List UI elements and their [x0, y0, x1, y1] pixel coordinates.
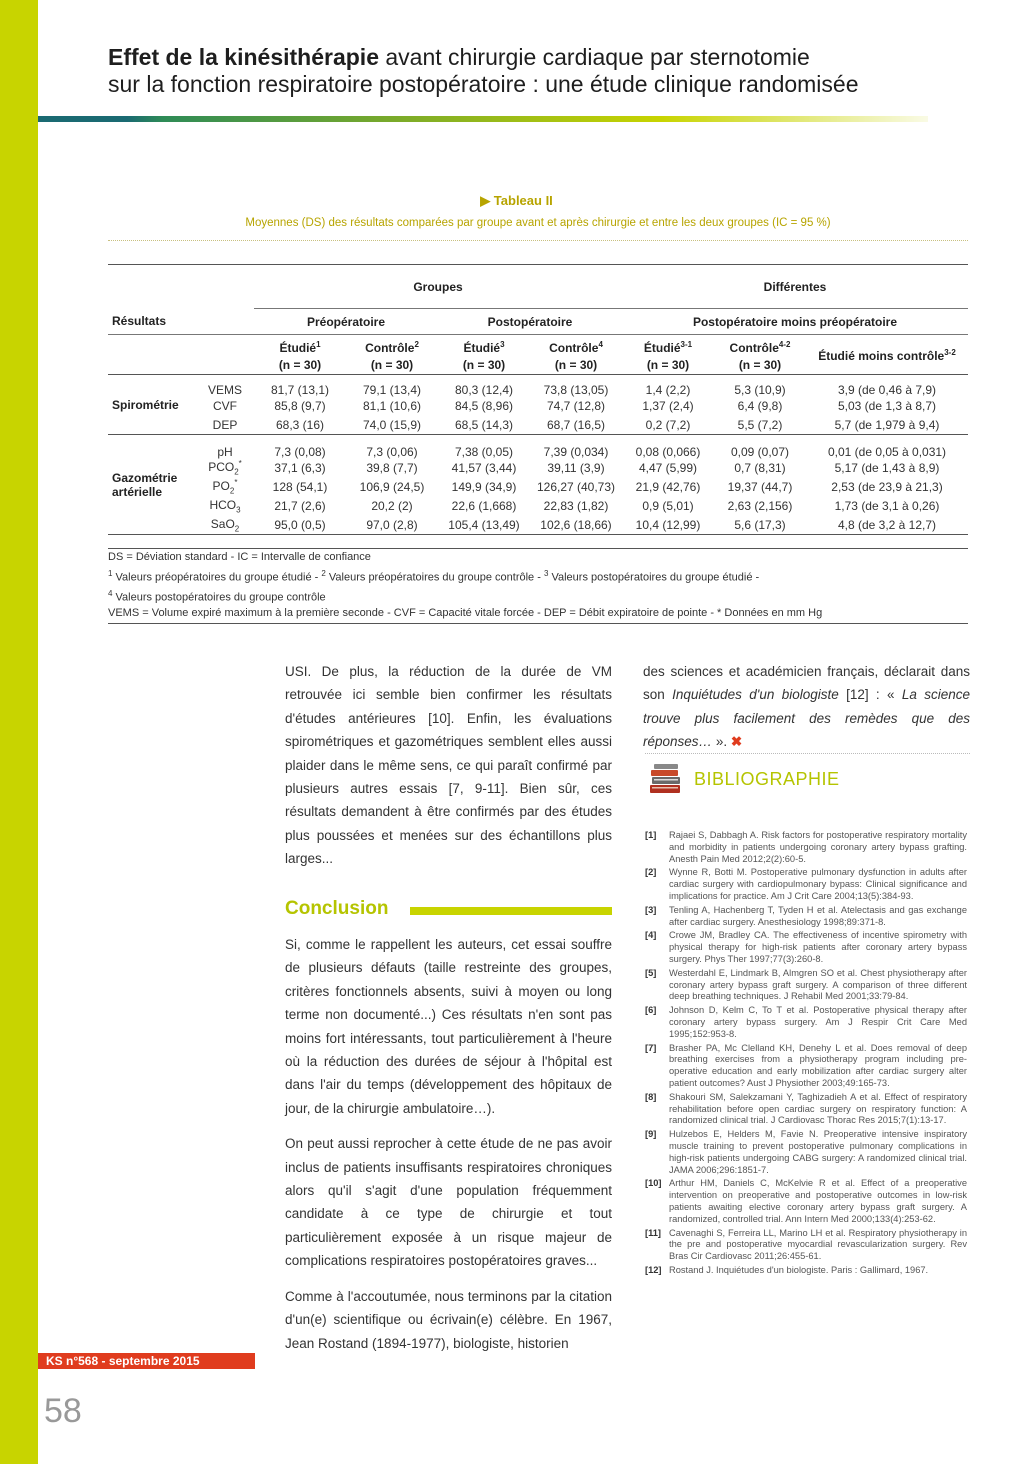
- table-cell: 5,03 (de 1,3 à 8,7): [837, 399, 937, 413]
- column-header-n: (n = 30): [554, 357, 598, 372]
- table-cell: 0,08 (0,066): [635, 444, 701, 459]
- parameter-name: HCO: [209, 497, 237, 512]
- reference-item: [645, 1178, 967, 1225]
- p5-book-title: Inquiétudes d'un biologiste: [672, 687, 839, 703]
- parameter-label: [196, 416, 254, 435]
- column-header-n: (n = 30): [738, 357, 782, 372]
- parameter-name: SaO: [210, 516, 235, 531]
- header-differentes: Différentes: [763, 279, 827, 294]
- page-number: 58: [44, 1392, 82, 1430]
- reference-text: Tenling A, Hachenberg T, Tyden H et al. Atelectasis and gas exchange after cardiac surgery. Anesthesiology 1998;89:371-8.: [669, 904, 967, 927]
- table-cell: 106,9 (24,5): [359, 480, 425, 494]
- column-header: [714, 335, 806, 375]
- table-cell: 1,37 (2,4): [642, 399, 694, 413]
- table-cell: 39,8 (7,7): [366, 461, 418, 475]
- table-cell: 7,39 (0,034): [543, 444, 609, 459]
- table-label: ▶ Tableau II: [480, 193, 553, 208]
- column-header-n: (n = 30): [462, 357, 506, 372]
- note-2c: Valeurs postopératoires du groupe étudié -: [551, 571, 760, 584]
- paragraph-1: USI. De plus, la réduction de la durée de VM retrouvée ici semble bien confirmer les résultats d'études antérieures [10]. Enfin, les évaluations spirométriques et gazométriques semblent elles aussi plaider dans le même sens, ce qui paraît confirmé par plusieurs autres essais [7, 9-11]. Bien sûr, ces résultats demandent à être confirmés par des études plus poussées et menées sur des échantillons plus larges...: [285, 664, 612, 867]
- column-header: [622, 335, 714, 375]
- parameter-label: [196, 497, 254, 516]
- reference-text: Crowe JM, Bradley CA. The effectiveness of incentive spirometry with physical therapy for high-risk patients after coronary artery bypass surgery. Phys Ther 1997;77(3):260-8.: [669, 930, 967, 964]
- column-header-name: Contrôle: [549, 340, 599, 355]
- table-cell: 10,4 (12,99): [635, 517, 701, 532]
- header-groupes: Groupes: [413, 279, 463, 294]
- table-cell: 7,38 (0,05): [454, 444, 514, 459]
- table-cell: 37,1 (6,3): [274, 461, 326, 475]
- title-rest: avant chirurgie cardiaque par sternotomie: [385, 44, 810, 70]
- reference-item: [645, 1228, 967, 1263]
- parameter-label: [196, 478, 254, 497]
- caption-divider: [108, 240, 968, 241]
- books-icon: [648, 760, 682, 796]
- bibliography-title: BIBLIOGRAPHIE: [694, 769, 840, 789]
- table-notes: [108, 548, 968, 624]
- header-post-minus-pre: Postopératoire moins préopératoire: [622, 309, 968, 335]
- table-cell: 22,6 (1,668): [451, 499, 517, 513]
- column-header-sup: 3: [500, 339, 505, 349]
- table-row: [108, 478, 968, 497]
- table-cell: 4,47 (5,99): [638, 461, 698, 475]
- reference-text: Rostand J. Inquiétudes d'un biologiste. Paris : Gallimard, 1967.: [669, 1264, 929, 1275]
- parameter-subscript: 3: [236, 505, 241, 515]
- conclusion-heading: Conclusion: [285, 898, 389, 919]
- column-header-name: Étudié: [279, 340, 317, 355]
- table-row: [108, 497, 968, 516]
- title-line-2: sur la fonction respiratoire postopératoire : une étude clinique randomisée: [108, 71, 859, 97]
- conclusion-bar: [410, 907, 612, 915]
- table-cell: 3,9 (de 0,46 à 7,9): [837, 382, 937, 397]
- table-cell: 149,9 (34,9): [451, 480, 517, 494]
- paragraph-4: Comme à l'accoutumée, nous terminons par la citation d'un(e) scientifique ou écrivain(e) célèbre. En 1967, Jean Rostand (1894-1977), biologiste, historien: [285, 1288, 612, 1351]
- column-header-sup: 3-1: [680, 339, 693, 349]
- parameter-label: [196, 459, 254, 478]
- table-cell: 68,5 (14,3): [454, 417, 514, 432]
- column-header-name: Étudié moins contrôle: [818, 349, 945, 363]
- column-header-sup: 4: [598, 339, 603, 349]
- reference-number: [6]: [645, 1005, 657, 1016]
- reference-item: [645, 1092, 967, 1127]
- p5-quote: La science trouve plus facilement des remèdes que des réponses…: [643, 687, 970, 750]
- journal-badge: [38, 1353, 255, 1369]
- reference-list: [645, 830, 967, 1279]
- table-cell: 97,0 (2,8): [366, 517, 418, 532]
- parameter-name: CVF: [213, 399, 237, 413]
- table-cell: 79,1 (13,4): [362, 382, 422, 397]
- conclusion-column: [285, 933, 612, 1367]
- table-cell: 85,8 (9,7): [274, 399, 326, 413]
- table-cell: 68,3 (16): [275, 417, 325, 432]
- parameter-subscript: 2: [234, 523, 240, 533]
- table-cell: 5,17 (de 1,43 à 8,9): [834, 461, 940, 475]
- table-cell: 0,9 (5,01): [642, 499, 694, 513]
- reference-number: [11]: [645, 1227, 662, 1238]
- p5-a: des sciences et académicien français, déclarait dans son: [643, 664, 970, 703]
- group-label: Gazométrie artérielle: [112, 470, 178, 499]
- table-cell: 39,11 (3,9): [547, 461, 605, 475]
- reference-text: Shakouri SM, Salekzamani Y, Taghizadieh A et al. Effect of respiratory rehabilitation before open cardiac surgery on respiratory function: A randomized clinical trial. J Cardiovasc Thorac Res 2015;7(1):13-17.: [669, 1091, 967, 1126]
- p5-e: ».: [715, 734, 728, 750]
- column-header-sup: 1: [316, 339, 321, 349]
- table-cell: 81,7 (13,1): [270, 382, 330, 397]
- reference-item: [645, 867, 967, 902]
- table-cell: 0,7 (8,31): [734, 461, 786, 475]
- table-cell: 74,0 (15,9): [362, 417, 422, 432]
- reference-number: [2]: [645, 867, 657, 878]
- header-resultats: Résultats: [112, 314, 167, 329]
- table-cell: 0,01 (de 0,05 à 0,031): [827, 444, 947, 459]
- table-cell: 7,3 (0,06): [366, 444, 418, 459]
- reference-number: [8]: [645, 1091, 657, 1102]
- reference-number: [9]: [645, 1129, 657, 1140]
- column-header: [254, 335, 346, 375]
- reference-item: [645, 968, 967, 1003]
- table-cell: 105,4 (13,49): [448, 517, 520, 532]
- reference-text: Westerdahl E, Lindmark B, Almgren SO et al. Chest physiotherapy after coronary artery bypass graft surgery. A comparison of three different deep breathing techniques. J Rehabil Med 2001;33:79-84.: [669, 967, 967, 1002]
- reference-number: [4]: [645, 930, 657, 941]
- parameter-name: VEMS: [207, 382, 242, 397]
- table-cell: 5,7 (de 1,979 à 9,4): [834, 417, 940, 432]
- sidebar-accent-bar: [0, 0, 38, 1464]
- table-cell: 2,53 (de 23,9 à 21,3): [831, 480, 943, 494]
- table-cell: 41,57 (3,44): [451, 461, 517, 475]
- column-header-sup: 4-2: [778, 339, 791, 349]
- table-cell: 80,3 (12,4): [454, 382, 514, 397]
- title-bold: Effet de la kinésithérapie: [108, 44, 379, 70]
- paragraph-2: Si, comme le rappellent les auteurs, cet essai souffre de plusieurs défauts (taille restreinte des groupes, critères fonctionnels absents, suivi à moyen ou long terme non documenté...) Ces résultats n'en sont pas moins fort intéressants, tout particulièrement à l'heure où la réduction des durées de séjour à l'hôpital est dans l'air du temps (développement des hôpitaux de jour, de la chirurgie ambulatoire…).: [285, 937, 612, 1116]
- note-line-1: DS = Déviation standard - IC = Intervalle de confiance: [108, 551, 371, 563]
- table-cell: 0,2 (7,2): [645, 417, 691, 432]
- reference-number: [5]: [645, 967, 657, 978]
- parameter-superscript: *: [238, 459, 242, 469]
- reference-item: [645, 830, 967, 865]
- column-header-name: Contrôle: [729, 340, 779, 355]
- reference-item: [645, 1005, 967, 1040]
- table-row: [108, 375, 968, 397]
- table-cell: 81,1 (10,6): [362, 399, 422, 413]
- reference-text: Wynne R, Botti M. Postoperative pulmonary dysfunction in adults after cardiac surgery with cardiopulmonary bypass: Clinical significance and implications for practice. Am J Crit Care 2004;13(5):384-93.: [669, 867, 967, 901]
- reference-item: [645, 1129, 967, 1176]
- column-header-n: (n = 30): [278, 357, 322, 372]
- parameter-subscript: 2: [234, 467, 239, 477]
- table-cell: 84,5 (8,96): [454, 399, 514, 413]
- reference-number: [1]: [645, 830, 657, 840]
- parameter-label: [196, 516, 254, 535]
- reference-item: [645, 1043, 967, 1090]
- table-cell: 128 (54,1): [272, 480, 328, 494]
- table-cell: 1,73 (de 3,1 à 0,26): [834, 499, 940, 513]
- p5-c: [12] : «: [846, 687, 895, 703]
- group-label: Spirométrie: [112, 397, 179, 412]
- table-cell: 21,7 (2,6): [274, 499, 326, 513]
- table-cell: 2,63 (2,156): [727, 499, 793, 513]
- column-header-name: Étudié: [643, 340, 681, 355]
- table-cell: 6,4 (9,8): [737, 399, 783, 413]
- paragraph-5: [643, 660, 970, 754]
- parameter-label: [196, 435, 254, 459]
- column-header-n: (n = 30): [646, 357, 690, 372]
- reference-item: [645, 905, 967, 929]
- end-of-article-icon: ✖: [730, 734, 743, 750]
- table-cell: 1,4 (2,2): [645, 382, 691, 397]
- table-cell: 20,2 (2): [371, 499, 413, 513]
- reference-text: Johnson D, Kelm C, To T et al. Postoperative physical therapy after coronary artery bypass surgery. Am J Respir Crit Care Med 1995;152:953-8.: [669, 1005, 967, 1039]
- note-3: Valeurs postopératoires du groupe contrôle: [115, 591, 326, 604]
- article-title: [108, 44, 1008, 98]
- table-row: [108, 397, 968, 416]
- column-header: [530, 335, 622, 375]
- table-cell: 126,27 (40,73): [536, 480, 616, 494]
- biblio-divider: [645, 753, 970, 754]
- reference-number: [12]: [645, 1264, 662, 1275]
- body-column-right: [643, 660, 970, 766]
- table-cell: 4,8 (de 3,2 à 12,7): [837, 517, 937, 532]
- reference-number: [10]: [645, 1178, 662, 1189]
- reference-item: [645, 1265, 967, 1277]
- paragraph-3: On peut aussi reprocher à cette étude de ne pas avoir inclus de patients insuffisants respiratoires chroniques alors qu'il s'agit d'une population fréquemment candidate à ce type de chirurgie et tout particulièrement exposée à un risque majeur de complications respiratoires postopératoires graves...: [285, 1136, 612, 1269]
- table-row: [108, 435, 968, 459]
- reference-text: Cavenaghi S, Ferreira LL, Marino LH et al. Respiratory physiotherapy in the pre and postoperative myocardial revascularization surgery. Rev Bras Cir Cardiovasc 2011;26:455-61.: [669, 1227, 967, 1262]
- note-2b: Valeurs préopératoires du groupe contrôle -: [328, 571, 541, 584]
- parameter-name: pH: [217, 444, 233, 459]
- parameter-name: PO: [212, 479, 230, 494]
- table-cell: 5,3 (10,9): [734, 382, 786, 397]
- note-line-4: VEMS = Volume expiré maximum à la première seconde - CVF = Capacité vitale forcée - DEP = Débit expiratoire de pointe - * Données en mm Hg: [108, 606, 968, 625]
- parameter-name: PCO: [208, 460, 235, 475]
- title-divider: [38, 116, 928, 122]
- column-header-sup: 3-2: [944, 348, 956, 357]
- table-cell: 5,6 (17,3): [734, 517, 786, 532]
- table-cell: 74,7 (12,8): [546, 399, 606, 413]
- parameter-label: [196, 397, 254, 416]
- table-row: [108, 516, 968, 535]
- column-header-name: Contrôle: [365, 340, 415, 355]
- header-postop: Postopératoire: [438, 309, 622, 335]
- table-cell: 73,8 (13,05): [543, 382, 609, 397]
- header-preop: Préopératoire: [254, 309, 438, 335]
- column-header: [806, 335, 968, 375]
- column-header-n: (n = 30): [370, 357, 414, 372]
- column-header-name: Étudié: [463, 340, 501, 355]
- parameter-subscript: 2: [229, 486, 235, 496]
- results-table: [108, 264, 968, 535]
- reference-text: Brasher PA, Mc Clelland KH, Denehy L et al. Does removal of deep breathing exercises from a physiotherapy program including pre-operative education and early mobilization after cardiac surgery alter patient outcomes? Aust J Physiother 2003;49:165-73.: [669, 1042, 967, 1088]
- table-cell: 19,37 (44,7): [727, 480, 793, 494]
- table-row: [108, 416, 968, 435]
- table-cell: 0,09 (0,07): [730, 444, 790, 459]
- parameter-superscript: *: [234, 478, 238, 488]
- reference-number: [7]: [645, 1042, 657, 1053]
- parameter-label: [196, 375, 254, 397]
- table-cell: 22,83 (1,82): [543, 499, 609, 513]
- reference-text: Hulzebos E, Helders M, Favie N. Preoperative intensive inspiratory muscle training to prevent postoperative pulmonary complications in high-risk patients undergoing CABG surgery: A randomized clinical trial. JAMA 2006;296:1851-7.: [669, 1129, 967, 1175]
- column-header-sup: 2: [414, 339, 419, 349]
- journal-issue: KS n°568 - septembre 2015: [46, 1354, 200, 1368]
- reference-text: Rajaei S, Dabbagh A. Risk factors for postoperative respiratory mortality and morbidity in patients undergoing coronary artery bypass grafting. Anesth Pain Med 2012;2(2):60-5.: [669, 830, 967, 864]
- column-header: [346, 335, 438, 375]
- body-column-left: [285, 660, 612, 883]
- reference-number: [3]: [645, 904, 657, 915]
- table-cell: 7,3 (0,08): [274, 444, 326, 459]
- table-cell: 95,0 (0,5): [274, 517, 326, 532]
- table-cell: 68,7 (16,5): [546, 417, 606, 432]
- table-row: [108, 459, 968, 478]
- reference-item: [645, 930, 967, 965]
- parameter-name: DEP: [212, 417, 238, 432]
- table-cell: 21,9 (42,76): [635, 480, 701, 494]
- note-2a: Valeurs préopératoires du groupe étudié -: [115, 571, 319, 584]
- reference-text: Arthur HM, Daniels C, McKelvie R et al. Effect of a preoperative intervention on preoperative and postoperative outcomes in low-risk patients awaiting elective coronary artery bypass graft surgery. A randomized, controlled trial. Ann Intern Med 2000;133(4):253-62.: [669, 1178, 967, 1224]
- table-cell: 102,6 (18,66): [540, 517, 612, 532]
- table-cell: 5,5 (7,2): [737, 417, 783, 432]
- note-line-3: $^4$ Valeurs postopératoires du groupe contrôle: [108, 588, 326, 604]
- note-line-2: $^1$ Valeurs préopératoires du groupe étudié - $^2$ Valeurs préopératoires du groupe contrôle - $^3$ Valeurs postopératoires du groupe étudié -: [108, 568, 760, 584]
- column-header: [438, 335, 530, 375]
- table-caption: Moyennes (DS) des résultats comparées par groupe avant et après chirurgie et entre les deux groupes (IC = 95 %): [245, 217, 831, 229]
